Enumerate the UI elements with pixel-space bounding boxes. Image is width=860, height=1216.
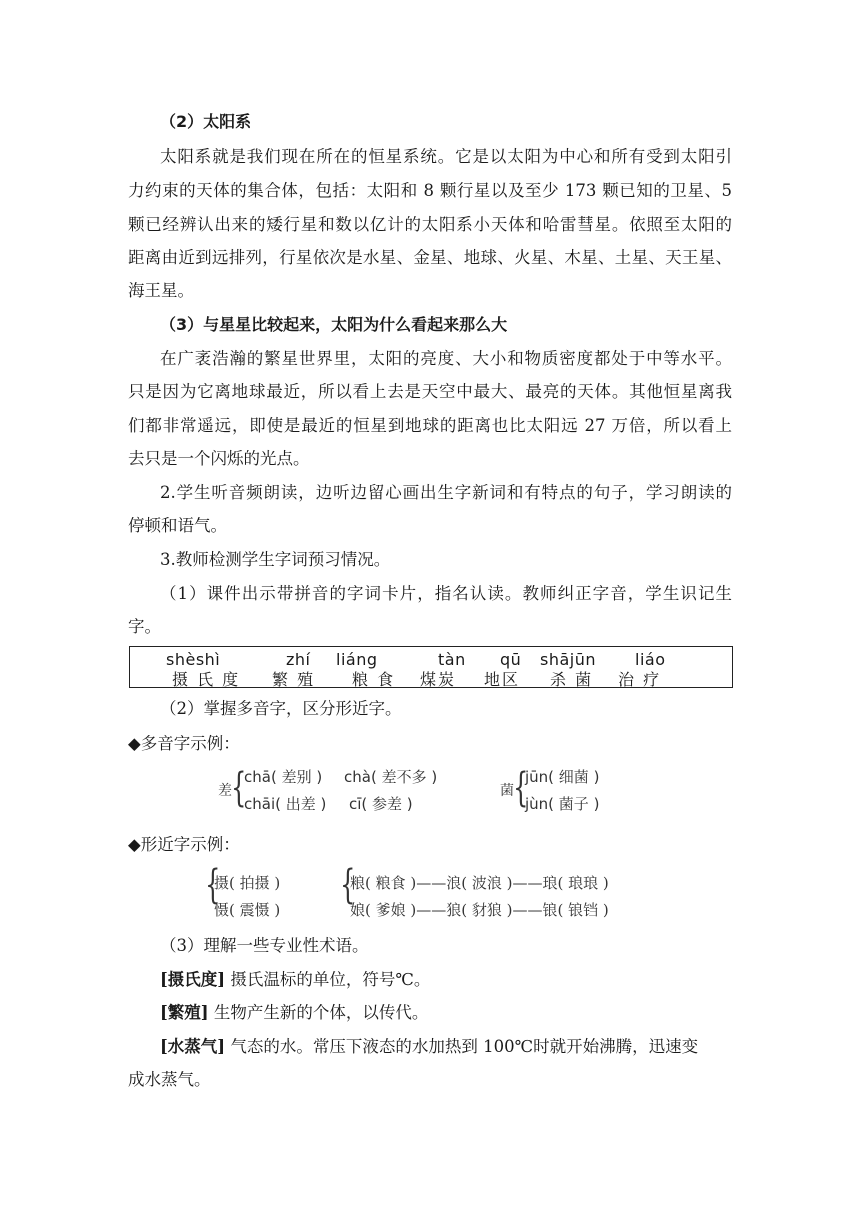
similar-item: 娘( 爹娘 )——狼( 豺狼 )——锒( 锒铛 ) xyxy=(350,901,609,919)
pinyin-card xyxy=(129,646,733,688)
paragraph-line: 字。 xyxy=(128,617,161,636)
brace-icon: { xyxy=(205,862,221,908)
term-label: [摄氏度] xyxy=(160,970,226,989)
paragraph-line: 只是因为它离地球最近，所以看上去是天空中最大、最亮的天体。其他恒星离我 xyxy=(128,382,732,401)
similar-item: 粮( 粮食 )——浪( 波浪 )——琅( 琅琅 ) xyxy=(350,874,609,892)
hanzi-text: 繁 殖 xyxy=(272,670,316,689)
hanzi-text: 摄 氏 度 xyxy=(172,670,241,689)
paragraph-line: 力约束的天体的集合体，包括：太阳和 8 颗行星以及至少 173 颗已知的卫星、5 xyxy=(128,181,732,200)
similar-item: 慑( 震慑 ) xyxy=(214,901,281,919)
term-row xyxy=(160,1036,732,1058)
paragraph-line: 距离由近到远排列，行星依次是水星、金星、地球、火星、木星、土星、天王星、 xyxy=(128,248,732,267)
paragraph-line: 太阳系就是我们现在所在的恒星系统。它是以太阳为中心和所有受到太阳引 xyxy=(160,147,732,166)
hanzi-text: 煤炭 xyxy=(420,670,457,689)
brace-icon: { xyxy=(340,862,356,908)
polyphone-item: jūn( 细菌 ) xyxy=(525,768,600,786)
similar-item: 摄( 拍摄 ) xyxy=(214,874,281,892)
paragraph-line: 去只是一个闪烁的光点。 xyxy=(128,449,310,468)
polyphone-title: ◆多音字示例： xyxy=(128,734,240,753)
paragraph-line: 颗已经辨认出来的矮行星和数以亿计的太阳系小天体和哈雷彗星。依照至太阳的 xyxy=(128,215,732,234)
paragraph-line: 在广袤浩瀚的繁星世界里，太阳的亮度、大小和物质密度都处于中等水平。 xyxy=(160,349,732,368)
section-heading-solar-system: （2）太阳系 xyxy=(160,112,252,131)
term-definition: 气态的水。常压下液态的水加热到 100℃时就开始沸腾，迅速变 xyxy=(230,1037,699,1056)
polyphone-item: chāi( 出差 ) xyxy=(244,795,327,813)
pinyin-text: qū xyxy=(500,650,522,669)
term-definition: 生物产生新的个体，以传代。 xyxy=(213,1003,429,1022)
pinyin-text: tàn xyxy=(438,650,466,669)
brace-icon: { xyxy=(231,765,247,811)
pinyin-text: liáo xyxy=(635,650,666,669)
term-row xyxy=(160,969,732,991)
polyphone-item: chà( 差不多 ) xyxy=(344,768,438,786)
term-label: [繁殖] xyxy=(160,1003,209,1022)
term-row xyxy=(160,1002,732,1024)
polyphone-char: 差 xyxy=(218,783,232,799)
paragraph-line: 2.学生听音频朗读，边听边留心画出生字新词和有特点的句子，学习朗读的 xyxy=(160,483,732,502)
paragraph-line: 海王星。 xyxy=(128,281,194,300)
hanzi-text: 粮 食 xyxy=(352,670,396,689)
paragraph-line: （2）掌握多音字，区分形近字。 xyxy=(160,699,402,718)
brace-icon: { xyxy=(513,765,529,811)
paragraph-line: 们都非常遥远，即使是最近的恒星到地球的距离也比太阳远 27 万倍，所以看上 xyxy=(128,416,732,435)
pinyin-text: zhí xyxy=(286,650,311,669)
hanzi-text: 杀 菌 xyxy=(550,670,594,689)
step-title: 3.教师检测学生字词预习情况。 xyxy=(160,550,391,569)
polyphone-item: cī( 参差 ) xyxy=(349,795,413,813)
polyphone-item: chā( 差别 ) xyxy=(244,768,323,786)
paragraph-line: 成水蒸气。 xyxy=(128,1070,211,1089)
pinyin-text: shājūn xyxy=(540,650,597,669)
hanzi-text: 地区 xyxy=(484,670,521,689)
term-label: [水蒸气] xyxy=(160,1037,226,1056)
paragraph-line: （3）理解一些专业性术语。 xyxy=(160,936,369,955)
hanzi-text: 治 疗 xyxy=(618,670,662,689)
pinyin-text: shèshì xyxy=(166,650,221,669)
polyphone-char: 菌 xyxy=(500,783,514,799)
pinyin-text: liáng xyxy=(336,650,378,669)
paragraph-line: 停顿和语气。 xyxy=(128,516,227,535)
polyphone-item: jùn( 菌子 ) xyxy=(525,795,600,813)
paragraph-line: （1）课件出示带拼音的字词卡片，指名认读。教师纠正字音，学生识记生 xyxy=(160,584,732,603)
similar-title: ◆形近字示例： xyxy=(128,835,240,854)
section-heading-sun-size: （3）与星星比较起来，太阳为什么看起来那么大 xyxy=(160,315,508,334)
term-definition: 摄氏温标的单位，符号℃。 xyxy=(230,970,431,989)
